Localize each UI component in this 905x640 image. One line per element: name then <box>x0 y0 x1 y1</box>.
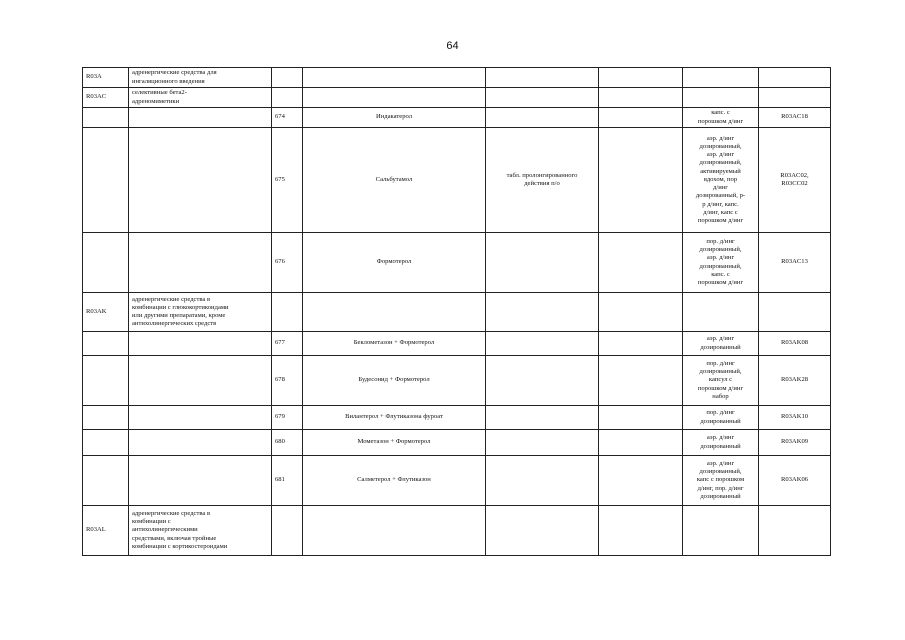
note <box>486 430 599 456</box>
atc-code: R03AK10 <box>759 406 831 430</box>
dosage-form: пор. д/инг дозированный <box>683 406 759 430</box>
row-number: 677 <box>272 332 303 356</box>
dosage-form: капс. с порошком д/инг <box>683 108 759 128</box>
empty-cell <box>599 128 683 233</box>
empty-cell <box>599 68 683 88</box>
atc-group-code <box>83 233 129 293</box>
atc-group-name: адренергические средства в комбинации с глюкокортикоидами или другими препаратами, кроме антихолинергических средств <box>129 293 272 332</box>
empty-cell <box>599 332 683 356</box>
row-number-cell <box>272 506 303 556</box>
note <box>486 406 599 430</box>
note-cell <box>486 88 599 108</box>
dosage-form: аэр. д/инг дозированный, капс с порошком д/инг, пор. д/инг дозированный <box>683 456 759 506</box>
dosage-form: пор. д/инг дозированный, капсул с порошком д/инг набор <box>683 356 759 406</box>
atc-group-name <box>129 332 272 356</box>
atc-group-name <box>129 356 272 406</box>
atc-group-name: адренергические средства в комбинации с антихолинергическими средствами, включая тройные комбинации с кортикостероидами <box>129 506 272 556</box>
atc-group-code: R03AC <box>83 88 129 108</box>
atc-code-cell <box>759 293 831 332</box>
dosage-form-cell <box>683 506 759 556</box>
dosage-form-cell <box>683 88 759 108</box>
drug-name: Индакатерол <box>303 108 486 128</box>
drug-name-cell <box>303 88 486 108</box>
atc-code-cell <box>759 68 831 88</box>
atc-group-code <box>83 332 129 356</box>
empty-cell <box>599 108 683 128</box>
table-row <box>83 88 831 108</box>
row-number: 675 <box>272 128 303 233</box>
table-row <box>83 108 831 128</box>
empty-cell <box>599 88 683 108</box>
table-row <box>83 68 831 88</box>
atc-group-name <box>129 233 272 293</box>
drug-name-cell <box>303 293 486 332</box>
row-number: 676 <box>272 233 303 293</box>
empty-cell <box>599 293 683 332</box>
dosage-form: аэр. д/инг дозированный <box>683 332 759 356</box>
atc-group-name: селективные бета2- адреномиметики <box>129 88 272 108</box>
empty-cell <box>599 456 683 506</box>
atc-group-code <box>83 356 129 406</box>
empty-cell <box>599 233 683 293</box>
atc-group-code <box>83 108 129 128</box>
note <box>486 233 599 293</box>
empty-cell <box>599 506 683 556</box>
table-row <box>83 430 831 456</box>
atc-group-name <box>129 128 272 233</box>
table-row <box>83 506 831 556</box>
dosage-form-cell <box>683 68 759 88</box>
dosage-form: пор. д/инг дозированный, аэр. д/инг дозированный, капс. с порошком д/инг <box>683 233 759 293</box>
table-row <box>83 128 831 233</box>
atc-code: R03AK28 <box>759 356 831 406</box>
drug-name: Беклометазон + Формотерол <box>303 332 486 356</box>
atc-group-code <box>83 128 129 233</box>
atc-group-code <box>83 406 129 430</box>
note <box>486 332 599 356</box>
note-cell <box>486 68 599 88</box>
row-number-cell <box>272 68 303 88</box>
table-row <box>83 233 831 293</box>
row-number-cell <box>272 88 303 108</box>
empty-cell <box>599 430 683 456</box>
table-row <box>83 406 831 430</box>
atc-code-cell <box>759 506 831 556</box>
atc-code: R03AC02, R03CC02 <box>759 128 831 233</box>
row-number: 678 <box>272 356 303 406</box>
page-number: 64 <box>446 40 459 52</box>
note <box>486 356 599 406</box>
atc-group-code: R03AL <box>83 506 129 556</box>
atc-group-name: адренергические средства для ингаляционного введения <box>129 68 272 88</box>
drug-name: Сальбутамол <box>303 128 486 233</box>
drug-list-table <box>82 67 831 556</box>
atc-group-name <box>129 430 272 456</box>
row-number: 680 <box>272 430 303 456</box>
dosage-form: аэр. д/инг дозированный <box>683 430 759 456</box>
atc-group-code: R03A <box>83 68 129 88</box>
drug-name: Салметерол + Флутиказон <box>303 456 486 506</box>
table-row <box>83 332 831 356</box>
atc-group-code: R03AK <box>83 293 129 332</box>
atc-group-name <box>129 406 272 430</box>
atc-group-code <box>83 430 129 456</box>
note <box>486 456 599 506</box>
table-row <box>83 293 831 332</box>
note <box>486 108 599 128</box>
atc-group-code <box>83 456 129 506</box>
drug-name-cell <box>303 68 486 88</box>
empty-cell <box>599 406 683 430</box>
note-cell <box>486 506 599 556</box>
atc-code: R03AC13 <box>759 233 831 293</box>
empty-cell <box>599 356 683 406</box>
atc-code-cell <box>759 88 831 108</box>
drug-name: Будесонид + Формотерол <box>303 356 486 406</box>
note-cell <box>486 293 599 332</box>
dosage-form-cell <box>683 293 759 332</box>
atc-code: R03AK09 <box>759 430 831 456</box>
atc-group-name <box>129 108 272 128</box>
table-row <box>83 356 831 406</box>
note: табл. пролонгированного действия п/о <box>486 128 599 233</box>
table-row <box>83 456 831 506</box>
atc-code: R03AK08 <box>759 332 831 356</box>
atc-code: R03AC18 <box>759 108 831 128</box>
row-number: 681 <box>272 456 303 506</box>
drug-name: Мометазон + Формотерол <box>303 430 486 456</box>
row-number-cell <box>272 293 303 332</box>
drug-name: Вилантерол + Флутиказона фуроат <box>303 406 486 430</box>
atc-code: R03AK06 <box>759 456 831 506</box>
row-number: 674 <box>272 108 303 128</box>
atc-group-name <box>129 456 272 506</box>
row-number: 679 <box>272 406 303 430</box>
drug-name-cell <box>303 506 486 556</box>
drug-name: Формотерол <box>303 233 486 293</box>
dosage-form: аэр. д/инг дозированный, аэр. д/инг дозированный, активируемый вдохом, пор д/инг дозированный, р- р д/инг, капс. д/инг, капс с порошком д/инг <box>683 128 759 233</box>
